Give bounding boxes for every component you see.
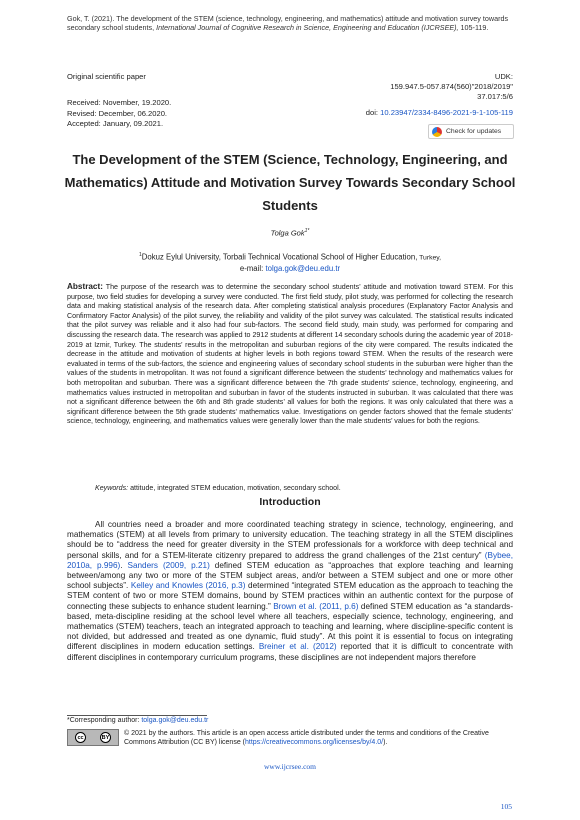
author-name: Tolga Gok$^{1*}$ — [270, 228, 310, 238]
revised-date: Revised: December, 06.2020. — [67, 108, 168, 118]
email-link[interactable]: tolga.gok@deu.edu.tr — [265, 263, 341, 273]
udk-code-2: 37.017:5/6 — [477, 92, 513, 101]
keywords: Keywords: attitude, integrated STEM education, motivation, secondary school. — [95, 484, 341, 492]
cc-icon: cc — [75, 732, 86, 743]
citation-link[interactable]: Sanders (2009, p.21) — [127, 560, 210, 570]
citation-link[interactable]: Kelley and Knowles (2016, p.3) — [130, 581, 246, 591]
paper-title: The Development of the STEM (Science, Technology, Engineering, and Mathematics) Attitude and Motivation Survey Towards Secondary School Students — [64, 152, 516, 213]
license-link[interactable]: https://creativecommons.org/licenses/by/4.0/ — [244, 738, 384, 746]
footnote-divider — [67, 715, 207, 716]
corresponding-author: *Corresponding author: tolga.gok@deu.edu.tr — [67, 717, 209, 724]
received-date: Received: November, 19.2020. — [67, 98, 172, 107]
doi-link[interactable]: 10.23947/2334-8496-2021-9-1-105-119 — [380, 108, 513, 117]
abstract: Abstract: The purpose of the research was to determine the secondary school students’ attitude and motivation toward STEM. For this purpose, two field studies for developing a survey were conducted. The first field study, pilot study, was performed for collecting the research data and making statistical analysis of the research data. After completing statistical analysis procedures (Explanatory Factor Analysis and Confirmatory Factor Analysis) of the pilot survey, the reliability and validity of the pilot survey was calculated. The statistical results indicated that the pilot survey was reliable and it also had four sub-factors. The second field study, main study, was performed for comparing and discussing the research data. The research was applied to 2912 students at different 14 secondary schools during the academic year of 2018-2019 at Izmir, Turkey. The students’ results in the metropolitan and suburban regions of the city were compared. The results indicated the decrease in the attitude and motivation of students at higher levels in both regions toward STEM. When the results of the research were evaluated in terms of the sub-factors, the science and engineering values of secondary school students in the suburban were higher than the values of the students in metropolitan. It was not found a significant difference between the students’ technology and mathematics values for both metropolitan and suburban. There was a significant difference between the 7th grade students’ science, technology, engineering, and mathematics values instructed in metropolitan and suburban in favor of the students instructed in suburban. It was calculated that there was not a significant difference between the 6th and 8th grade students’ all values for both the regions. It was only calculated that there was a significant difference between the 5th grade students’ mathematics value. Investigations on gender factors showed that the female students’ science, technology, engineering, and mathematics values were generally lower than the male students’ values for both the regions. — [67, 282, 513, 426]
dates-block — [67, 98, 171, 130]
journal-website[interactable]: www.ijcrsee.com — [264, 762, 316, 771]
running-citation: Gok, T. (2021). The development of the STEM (science, technology, engineering, and mathematics) attitude and motivation survey towards secondary school students, International Journal of Cognitive Research in Science, Engineering and Education (IJCRSEE), 105-119. — [67, 14, 509, 32]
citation-link[interactable]: Brown et al. (2011, p.6) — [273, 601, 359, 611]
cc-by-badge[interactable] — [67, 729, 119, 746]
license-text: © 2021 by the authors. This article is an open access article distributed under the terms and conditions of the Creative Commons Attribution (CC BY) license (https://creativecommons.org/licenses/by/4.0/). — [124, 730, 489, 746]
section-heading: Introduction — [259, 496, 321, 508]
corr-email-link[interactable]: tolga.gok@deu.edu.tr — [141, 717, 209, 724]
citation-link[interactable]: Breiner et al. (2012) — [258, 642, 337, 652]
udk-label: UDK: — [494, 72, 513, 81]
check-for-updates-button[interactable]: Check for updates — [428, 124, 514, 139]
paper-type: Original scientific paper — [67, 72, 146, 81]
affiliation: $^1$Dokuz Eylul University, Torbali Technical Vocational School of Higher Education, Turkey, e-mail: tolga.gok@deu.edu.tr — [138, 252, 442, 273]
page-number: 105 — [500, 802, 512, 811]
udk-block — [390, 72, 513, 102]
by-icon: BY — [100, 732, 111, 743]
udk-code-1: 159.947.5-057.874(560)"2018/2019" — [390, 82, 513, 91]
accepted-date: Accepted: January, 09.2021. — [67, 119, 164, 128]
journal-name: International Journal of Cognitive Research in Science, Engineering and Education (IJCRSEE), — [156, 23, 459, 32]
abstract-label: Abstract: — [67, 282, 103, 291]
intro-paragraph: All countries need a broader and more coordinated teaching strategy in science, technology, engineering, and mathematics (STEM) at all levels from primary to university education. The teaching strategy in all the STEM disciplines should be to “address the need for greater diversity in the STEM professionals for a workforce with deep technical and personal skills, and for a STEM-literate citizenry prepared to address the grand challenges of the 21st century” (Bybee, 2010a, p.996). Sanders (2009, p.21) defined STEM education as “approaches that explore teaching and learning between/among any two or more of the STEM subject areas, and/or between a STEM subject and one or more other school subjects”. Kelley and Knowles (2016, p.3) determined “integrated STEM education as the approach to teaching the STEM content of two or more STEM domains, bound by STEM practices within an authentic context for the purpose of connecting these subjects to enhance student learning.” Brown et al. (2011, p.6) defined STEM education as “a standards-based, meta-discipline residing at the school level where all teachers, especially science, technology, engineering, and mathematics (STEM) teachers, teach an integrated approach to teaching and learning, where discipline-specific content is not divided, but addressed and treated as one dynamic, fluid study”. At this point it is essential to focus on integrating different disciplines in modern education settings. Breiner et al. (2012) reported that it is difficult to concentrate with different disciplines in contemporary curriculum programs, these disciplines are not independent majors therefore — [67, 520, 514, 662]
doi-line: doi: 10.23947/2334-8496-2021-9-1-105-119 — [365, 108, 513, 117]
crossmark-icon — [432, 127, 442, 137]
citation-link[interactable]: (Bybee, 2010a, p.996) — [67, 550, 513, 570]
